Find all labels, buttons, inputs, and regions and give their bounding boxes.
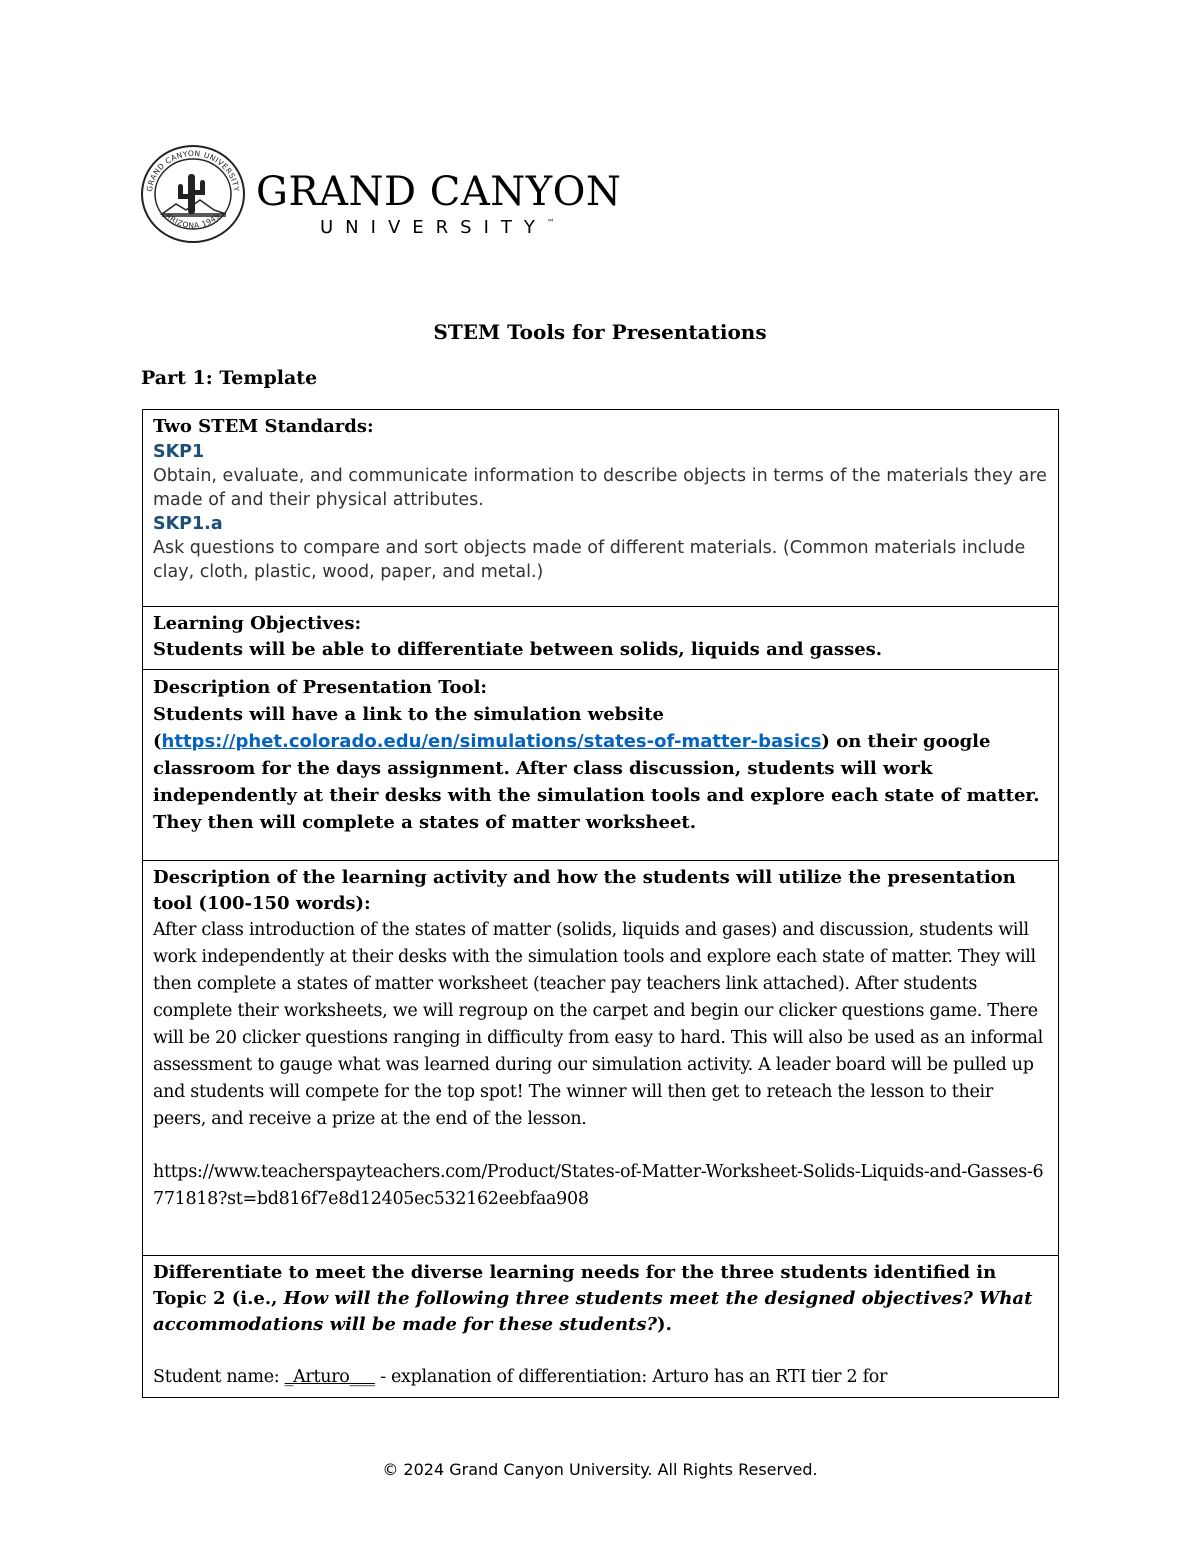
simulation-link[interactable]: https://phet.colorado.edu/en/simulations/states-of-matter-basics [161,731,822,752]
logo-wordmark-grand-canyon: GRAND CANYON [256,169,622,215]
objectives-text: Students will be able to differentiate between solids, liquids and gasses. [153,639,883,660]
standard-text: Ask questions to compare and sort objects made of different materials. (Common materials include clay, cloth, plastic, wood, paper, and metal.) [153,538,1026,582]
presentation-tool-line1: Students will have a link to the simulation website [153,704,664,725]
standards-row [143,410,1059,607]
standard-code: SKP1 [153,442,205,462]
student-name: _Arturo___ [284,1367,375,1387]
differentiate-heading: Differentiate to meet the diverse learning needs for the three students identified in Topic 2 (i.e., How will the following three students meet the designed objectives? What accommodations will be made for these students?). [153,1262,1033,1335]
objectives-cell [143,607,1059,670]
part-label: Part 1: Template [141,367,318,389]
activity-cell [143,861,1059,1256]
presentation-tool-cell [143,670,1059,861]
logo-wordmark-university: UNIVERSITY™ [320,217,555,238]
page-title: STEM Tools for Presentations [433,320,767,344]
copyright-footer: © 2024 Grand Canyon University. All Rights Reserved. [382,1460,818,1479]
standards-heading: Two STEM Standards: [153,416,374,437]
standard-text: Obtain, evaluate, and communicate information to describe objects in terms of the materials they are made of and their physical attributes. [153,466,1047,510]
activity-text: After class introduction of the states of matter (solids, liquids and gases) and discussion, students will work independently at their desks with the simulation tools and explore each state of matter. They will then complete a states of matter worksheet (teacher pay teachers link attached). After students complete their worksheets, we will regroup on the carpet and begin our clicker questions game. There will be 20 clicker questions ranging in difficulty from easy to hard. This will also be used as an informal assessment to gauge what was learned during our simulation activity. A leader board will be pulled up and students will compete for the top spot! The winner will then get to reteach the lesson to their peers, and receive a prize at the end of the lesson. [153,920,1043,1129]
svg-text:GRAND CANYON UNIVERSITY: GRAND CANYON UNIVERSITY [144,148,241,193]
objectives-row [143,607,1059,670]
differentiate-cell [143,1256,1059,1398]
standards-cell [143,410,1059,607]
presentation-tool-row [143,670,1059,861]
standard-code: SKP1.a [153,514,223,534]
presentation-tool-text: (https://phet.colorado.edu/en/simulations/states-of-matter-basics) on their google classroom for the days assignment. After class discussion, students will work independently at their desks with the simulation tools and explore each state of matter. They then will complete a states of matter worksheet. [153,731,1040,833]
differentiate-row [143,1256,1059,1398]
svg-text:ARIZONA 1949: ARIZONA 1949 [163,210,223,231]
university-seal-icon [140,144,246,244]
objectives-heading: Learning Objectives: [153,613,362,634]
university-logo [140,144,620,244]
worksheet-url: https://www.teacherspayteachers.com/Product/States-of-Matter-Worksheet-Solids-Liquids-and-Gasses-6771818?st=bd816f7e8d12405ec532162eebfaa908 [153,1162,1044,1209]
activity-heading: Description of the learning activity and how the students will utilize the presentation tool (100-150 words): [153,867,1016,914]
activity-row [143,861,1059,1256]
presentation-tool-heading: Description of Presentation Tool: [153,677,488,698]
template-table [142,409,1059,1398]
student-line: Student name: _Arturo___ - explanation of differentiation: Arturo has an RTI tier 2 for [153,1367,888,1387]
